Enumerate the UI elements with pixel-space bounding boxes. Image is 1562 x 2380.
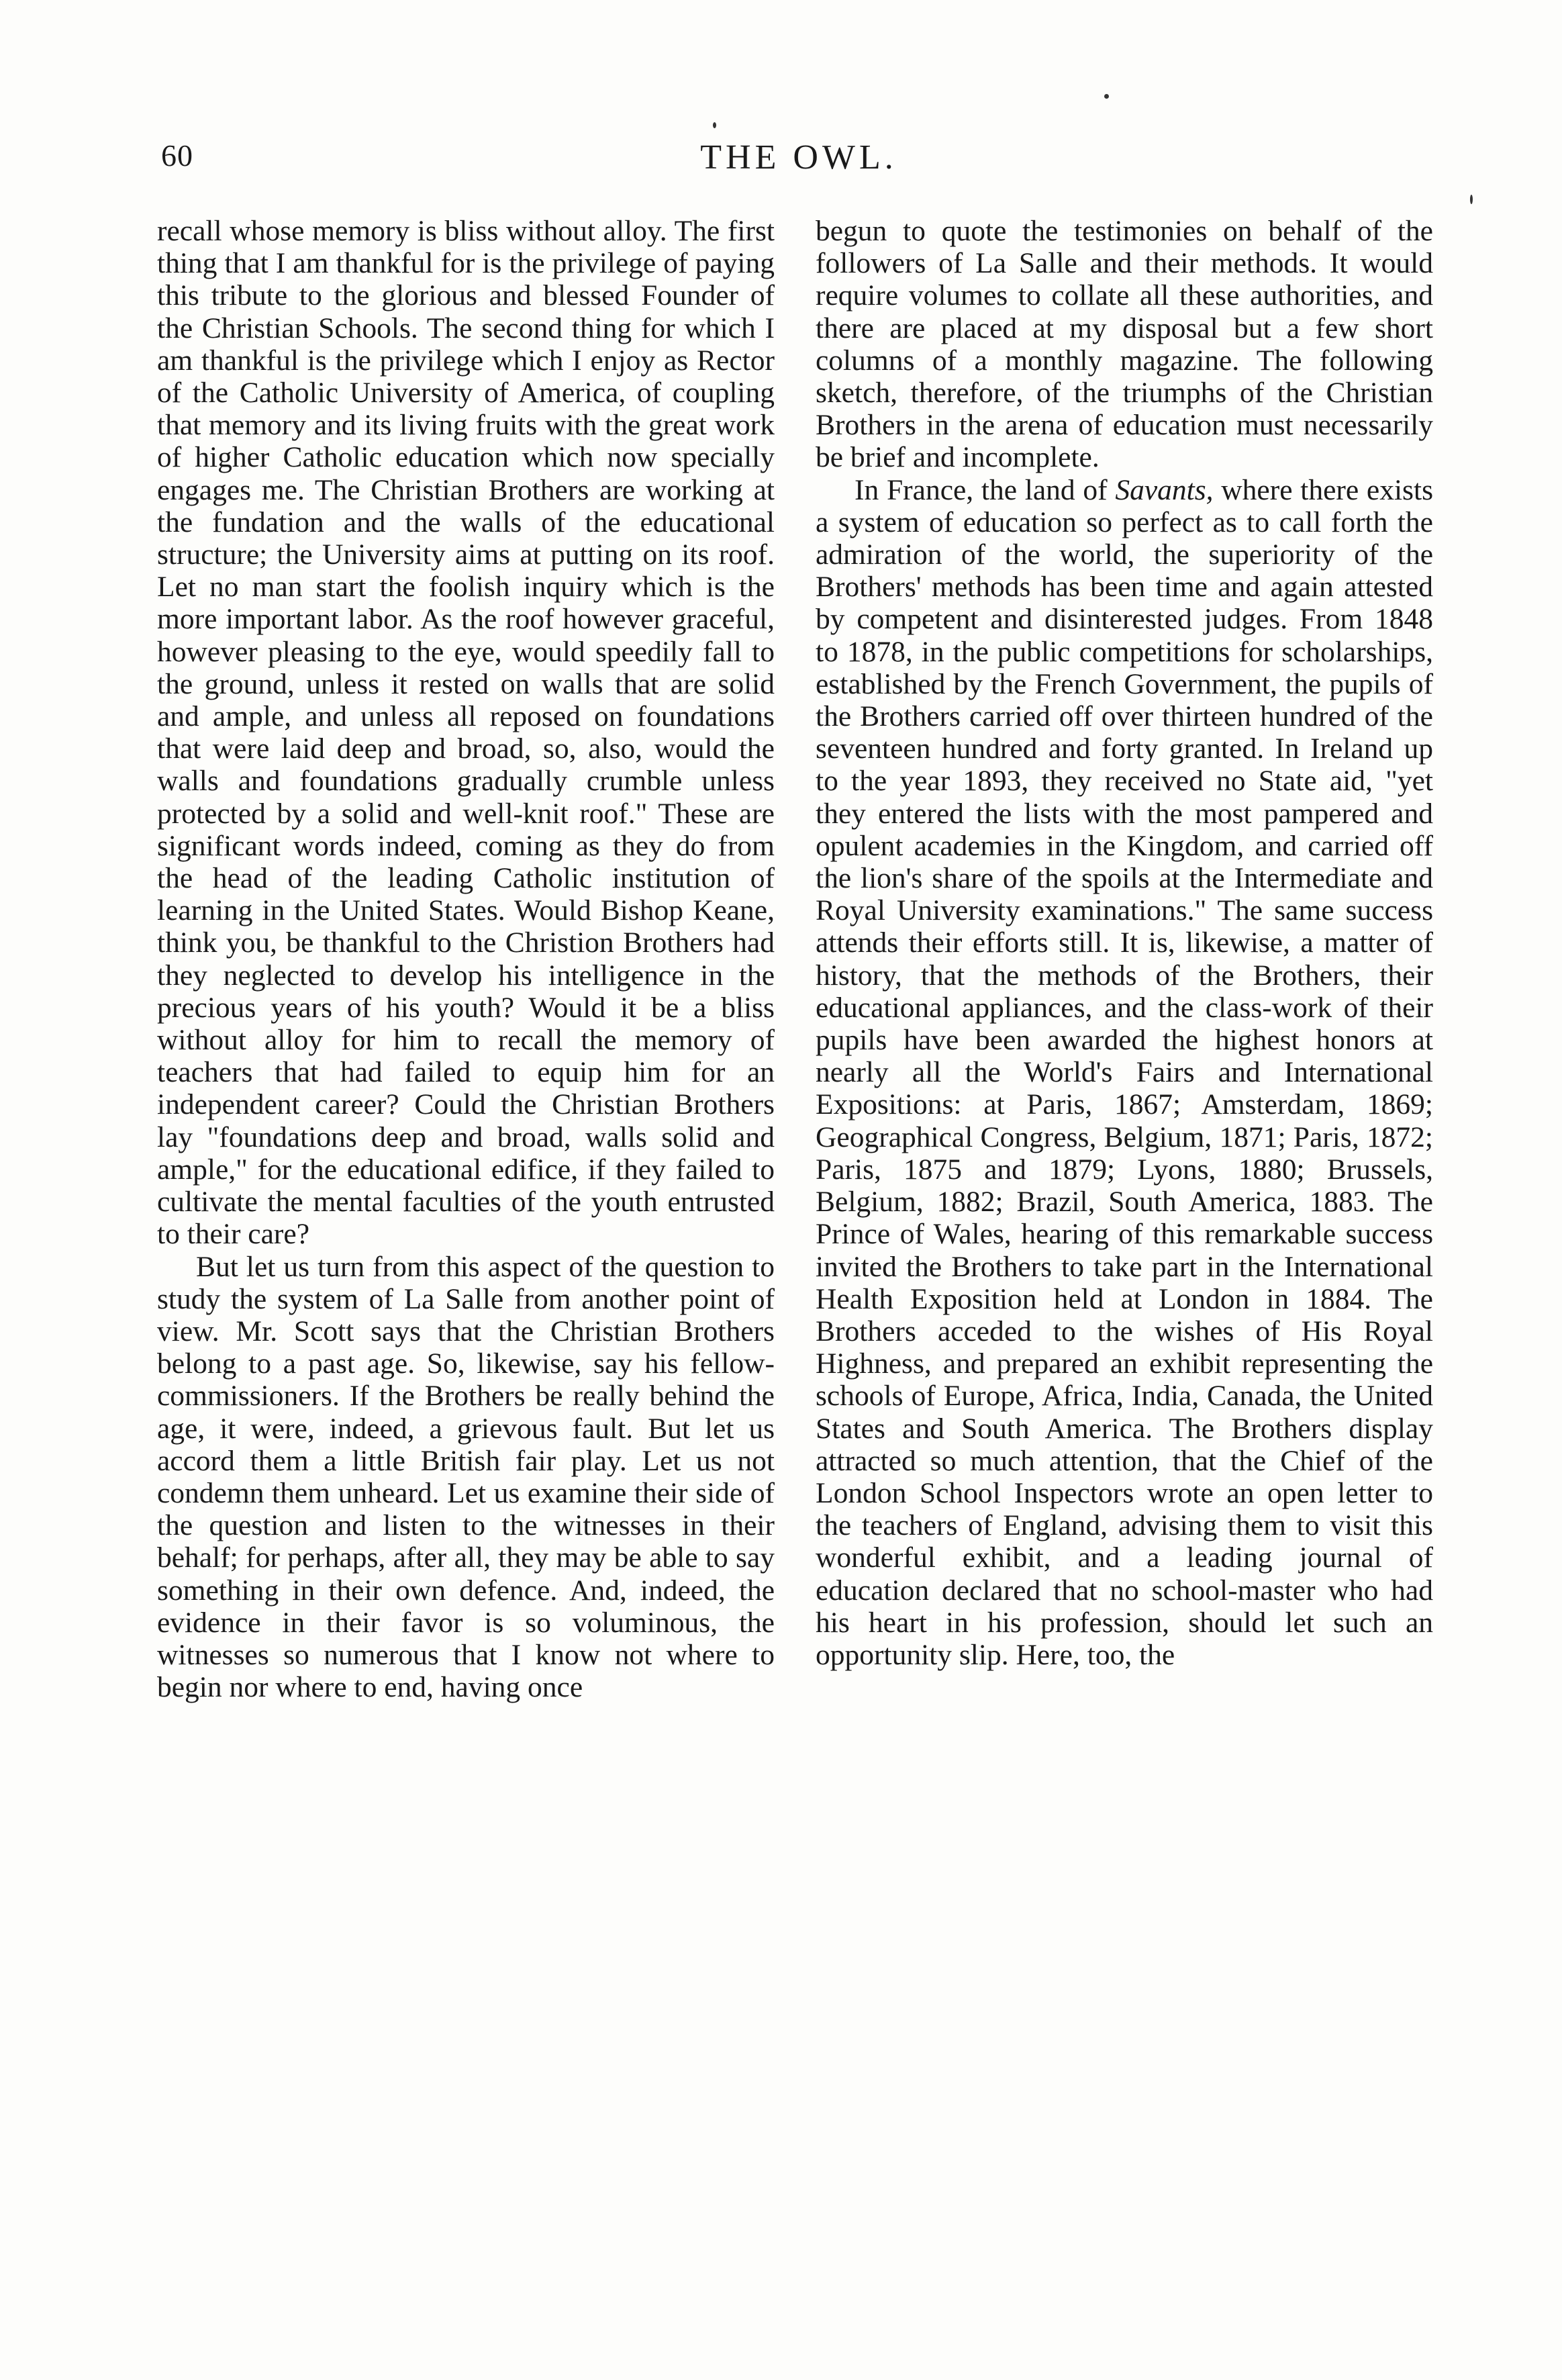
right-column bbox=[816, 215, 1433, 1671]
ink-speck bbox=[713, 122, 716, 128]
left-column bbox=[157, 215, 775, 1703]
ink-speck bbox=[1104, 94, 1109, 99]
paragraph-text: In France, the land of bbox=[855, 473, 1116, 506]
page-number: 60 bbox=[161, 138, 193, 173]
paragraph-text: where there exists a system of education so perfect as to call forth the admiration of the world, the superiority of the Brothers' methods has been time and again attested by competent and disinterested judges. From 1848 to 1878, in the public competitions for scholarships, established by the French Government, the pupils of the Brothers carried off over thirteen hundred of the seventeen hundred and forty granted. In Ireland up to the year 1893, they received no State aid, "yet they entered the lists with the most pampered and opulent academies in the Kingdom, and carried off the lion's share of the spoils at the Intermediate and Royal University examinations." The same success attends their efforts still. It is, likewise, a matter of history, that the methods of the Brothers, their educational appliances, and the class-work of their pupils have been awarded the highest honors at nearly all the World's Fairs and International Expositions: at Paris, 1867; Amsterdam, 1869; Geographical Congress, Belgium, 1871; Paris, 1872; Paris, 1875 and 1879; Lyons, 1880; Brussels, Belgium, 1882; Brazil, South America, 1883. The Prince of Wales, hearing of this remarkable success invited the Brothers to take part in the International Health Exposition held at London in 1884. The Brothers acceded to the wishes of His Royal Highness, and prepared an exhibit representing the schools of Europe, Africa, India, Canada, the United States and South America. The Brothers display attracted so much attention, that the Chief of the London School Inspectors wrote an open letter to the teachers of England, advising them to visit this wonderful exhibit, and a leading journal of education declared that no school-master who had his heart in his profession, should let such an opportunity slip. Here, too, the bbox=[816, 473, 1433, 1671]
paragraph: begun to quote the testimonies on behalf of the followers of La Salle and their methods. It would require volumes to collate all these authorities, and there are placed at my disposal but a few short columns of a monthly magazine. The following sketch, therefore, of the triumphs of the Christian Brothers in the arena of education must necessarily be brief and incomplete. bbox=[816, 215, 1433, 474]
paragraph: recall whose memory is bliss without alloy. The first thing that I am thankful for is the privilege of paying this tribute to the glorious and blessed Founder of the Christian Schools. The second thing for which I am thankful is the privilege which I enjoy as Rector of the Catholic University of America, of coupling that memory and its living fruits with the great work of higher Catholic education which now specially engages me. The Christian Brothers are working at the fundation and the walls of the educational structure; the University aims at putting on its roof. Let no man start the foolish inquiry which is the more important labor. As the roof however graceful, however pleasing to the eye, would speedily fall to the ground, unless it rested on walls that are solid and ample, and unless all reposed on foundations that were laid deep and broad, so, also, would the walls and foundations gradually crumble unless protected by a solid and well-knit roof." These are significant words indeed, coming as they do from the head of the leading Catholic institution of learning in the United States. Would Bishop Keane, think you, be thankful to the Christion Brothers had they neglected to develop his intelligence in the precious years of his youth? Would it be a bliss without alloy for him to recall the memory of teachers that had failed to equip him for an independent career? Could the Christian Brothers lay "foundations deep and broad, walls solid and ample," for the educational edifice, if they failed to cultivate the mental faculties of the youth entrusted to their care? bbox=[157, 215, 775, 1251]
italic-word: Savants, bbox=[1115, 473, 1214, 506]
ink-speck bbox=[1470, 195, 1473, 204]
page-header bbox=[161, 138, 1436, 185]
paragraph: But let us turn from this aspect of the question to study the system of La Salle from another point of view. Mr. Scott says that the Christian Brothers belong to a past age. So, likewise, say his fellow-commissioners. If the Brothers be really behind the age, it were, indeed, a grievous fault. But let us accord them a little British fair play. Let us not condemn them unheard. Let us examine their side of the question and listen to the witnesses in their behalf; for perhaps, after all, they may be able to say something in their own defence. And, indeed, the evidence in their favor is so voluminous, the witnesses so numerous that I know not where to begin nor where to end, having once bbox=[157, 1250, 775, 1704]
paragraph bbox=[816, 474, 1433, 1672]
running-title: THE OWL. bbox=[700, 138, 897, 177]
